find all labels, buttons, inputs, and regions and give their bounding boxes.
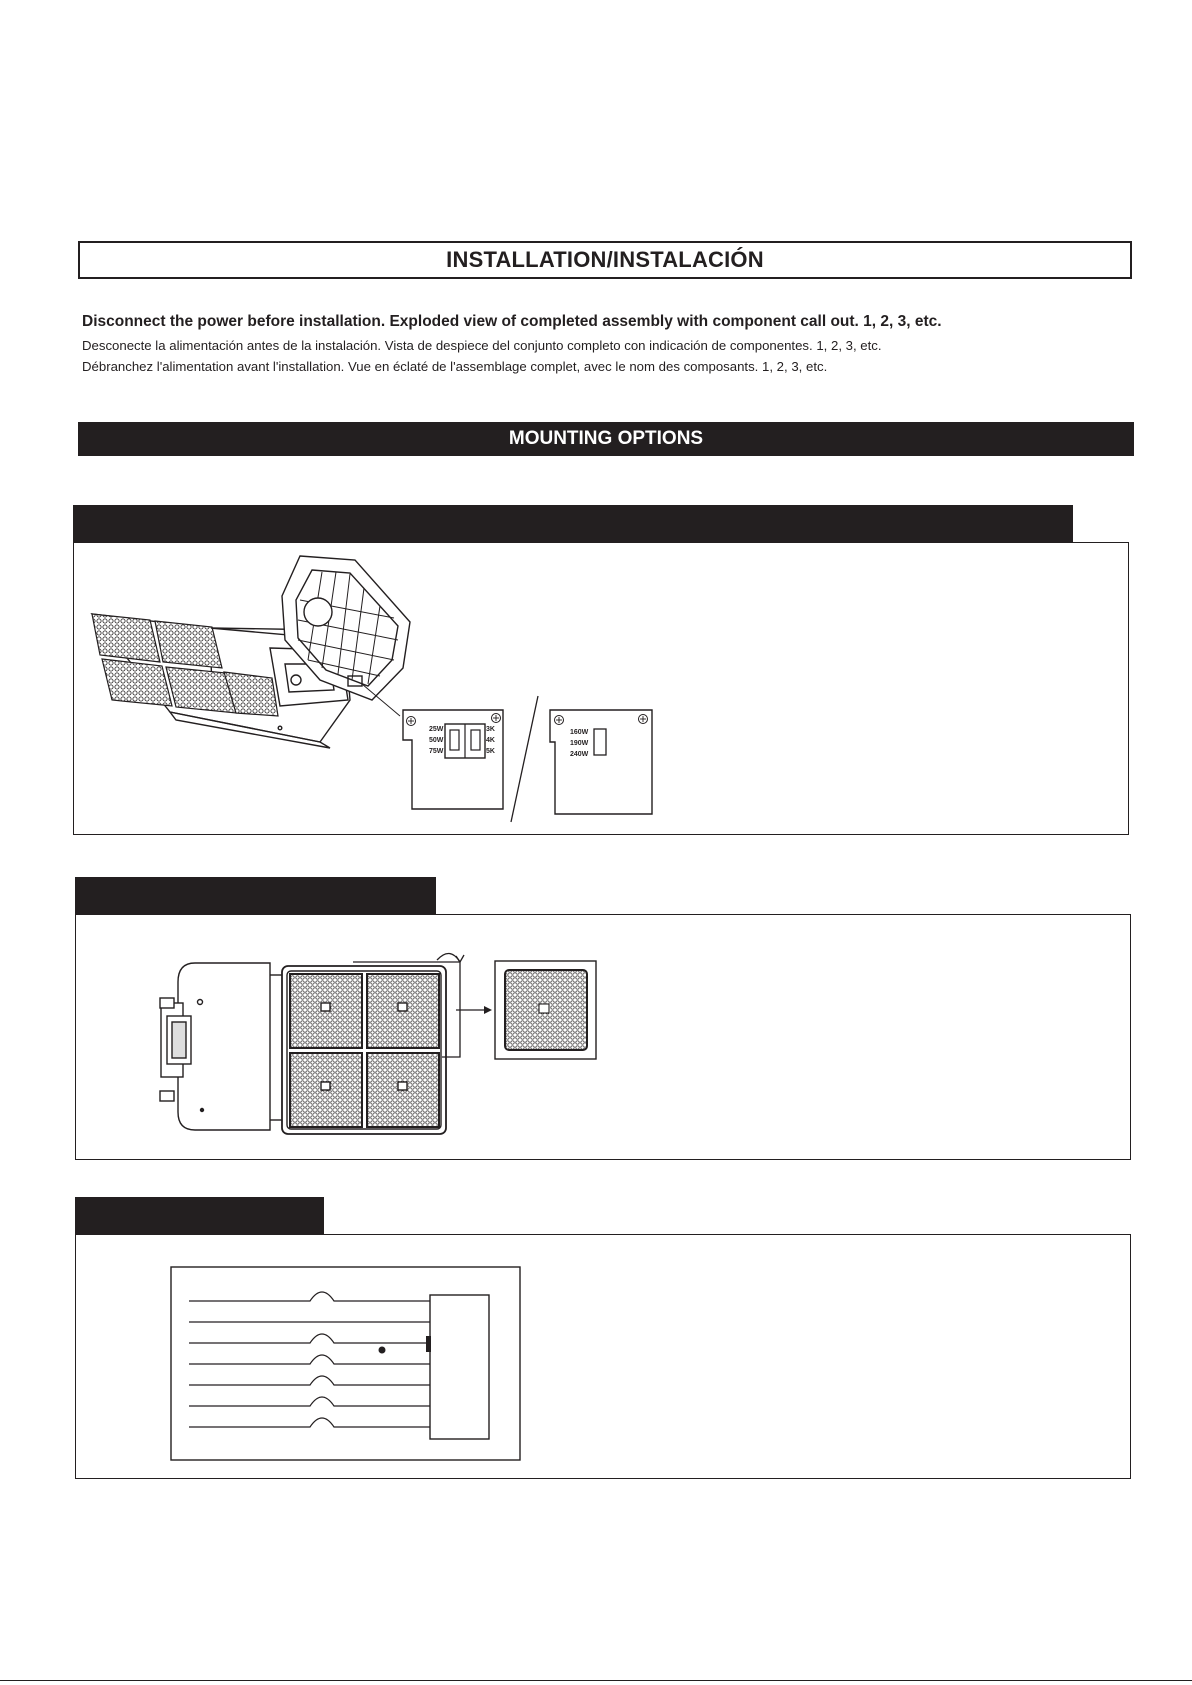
fixture-top-view-drawing (160, 953, 492, 1134)
dip-left-cct-1: 3K (486, 726, 495, 733)
dip-left-cct-2: 4K (486, 737, 495, 744)
dip-switch-right-detail (550, 710, 652, 814)
dip-right-watt-3: 240W (570, 751, 589, 758)
footer-rule (0, 1680, 1192, 1681)
option-divider (511, 696, 538, 822)
dip-left-watt-2: 50W (429, 737, 444, 744)
intro-french: Débranchez l'alimentation avant l'installation. Vue en éclaté de l'assemblage complet, avec le nom des composants. 1, 2, 3, etc. (82, 359, 828, 374)
dip-left-cct-3: 5K (486, 748, 495, 755)
wiring-diagram (171, 1267, 520, 1460)
installation-title: INSTALLATION/INSTALACIÓN (78, 241, 1132, 279)
dip-left-watt-1: 25W (429, 726, 444, 733)
intro-english: Disconnect the power before installation. Exploded view of completed assembly with component call out. 1, 2, 3, etc. (82, 313, 942, 330)
mounting-options-header: MOUNTING OPTIONS (78, 422, 1134, 456)
dip-right-watt-1: 160W (570, 729, 589, 736)
dip-switch-left-detail (403, 710, 503, 809)
dip-left-watt-3: 75W (429, 748, 444, 755)
intro-spanish: Desconecte la alimentación antes de la instalación. Vista de despiece del conjunto completo con indicación de componentes. 1, 2, 3, etc. (82, 338, 882, 353)
fixture-open-cover-drawing (92, 556, 410, 748)
module-rotation-detail (495, 961, 596, 1059)
dip-right-watt-2: 190W (570, 740, 589, 747)
